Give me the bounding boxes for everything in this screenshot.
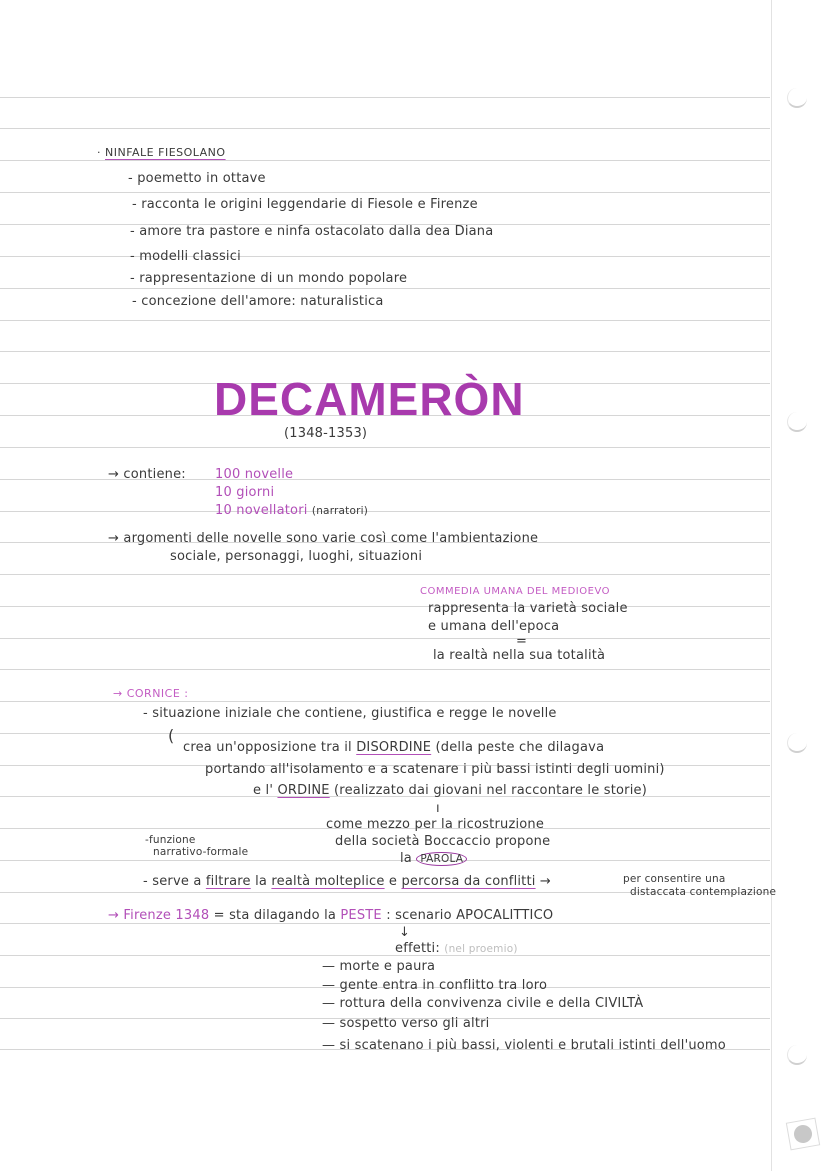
rule-line xyxy=(0,860,770,861)
rule-line xyxy=(0,351,770,352)
commedia-line: rappresenta la varietà sociale xyxy=(428,601,628,616)
binder-hole-icon xyxy=(787,733,807,753)
filtrare-keyword: filtrare xyxy=(205,874,251,889)
rule-line xyxy=(0,574,770,575)
contiene-item: 100 novelle xyxy=(215,467,294,482)
commedia-line: e umana dell'epoca xyxy=(428,619,560,634)
contiene-item: 10 giorni xyxy=(215,485,275,500)
commedia-heading: COMMEDIA UMANA DEL MEDIOEVO xyxy=(420,586,610,597)
mezzo-line: come mezzo per la ricostruzione xyxy=(326,817,545,832)
rule-line xyxy=(0,669,770,670)
rule-line xyxy=(0,288,770,289)
text: = sta dilagando la xyxy=(209,908,341,923)
effect-item: — gente entra in conflitto tra loro xyxy=(322,978,548,993)
text: e l' xyxy=(253,783,278,798)
effect-item: — rottura della convivenza civile e della CIVILTÀ xyxy=(322,996,644,1011)
firenze-line xyxy=(108,908,553,924)
down-arrow-icon: ↓ xyxy=(399,925,411,940)
rule-line xyxy=(0,606,770,607)
rule-line xyxy=(0,97,770,98)
decameron-title: DECAMERÒN xyxy=(214,373,525,425)
arrow-icon: → xyxy=(535,874,552,889)
argomenti-line: sociale, personaggi, luoghi, situazioni xyxy=(170,549,423,564)
binder-hole-icon xyxy=(787,1045,807,1065)
cornice-label: → CORNICE : xyxy=(113,687,189,700)
contiene-item-row xyxy=(215,503,368,519)
rule-line xyxy=(0,128,770,129)
text: : scenario APOCALITTICO xyxy=(381,908,554,923)
rule-line xyxy=(0,638,770,639)
text: (della peste che dilagava xyxy=(431,740,605,755)
commedia-line: la realtà nella sua totalità xyxy=(433,648,606,663)
serve-note: per consentire una xyxy=(623,873,726,885)
disordine-keyword: DISORDINE xyxy=(356,740,432,755)
firenze-label: → Firenze 1348 xyxy=(108,908,210,923)
commedia-equals: = xyxy=(516,634,528,649)
peste-keyword: PESTE xyxy=(340,908,382,923)
rule-line xyxy=(0,447,770,448)
rule-line xyxy=(0,955,770,956)
effetti-note: (nel proemio) xyxy=(444,943,518,955)
ninfale-item: - modelli classici xyxy=(130,249,241,264)
rule-line xyxy=(0,733,770,734)
binder-hole-icon xyxy=(787,88,807,108)
ninfale-item: - rappresentazione di un mondo popolare xyxy=(130,271,408,286)
percorsa-keyword: percorsa da conflitti xyxy=(401,874,536,889)
scan-corner-icon xyxy=(786,1118,820,1151)
binder-hole-icon xyxy=(787,412,807,432)
opposizione-line xyxy=(253,783,647,799)
cornice-line: - situazione iniziale che contiene, giustifica e regge le novelle xyxy=(143,706,557,721)
text: e xyxy=(384,874,402,889)
funzione-label: narrativo-formale xyxy=(153,846,249,858)
ninfale-heading-text: NINFALE FIESOLANO xyxy=(105,146,226,159)
opposizione-line: portando all'isolamento e a scatenare i più bassi istinti degli uomini) xyxy=(205,762,665,777)
mezzo-line: della società Boccaccio propone xyxy=(335,834,551,849)
ninfale-item: - racconta le origini leggendarie di Fiesole e Firenze xyxy=(132,197,478,212)
ninfale-heading: · NINFALE FIESOLANO xyxy=(97,146,226,159)
ninfale-item: - concezione dell'amore: naturalistica xyxy=(132,294,384,309)
text: la xyxy=(400,851,417,866)
bracket-icon: ( xyxy=(168,726,175,745)
contiene-note: (narratori) xyxy=(311,505,369,517)
serve-line xyxy=(143,874,551,890)
argomenti-line: → argomenti delle novelle sono varie così come l'ambientazione xyxy=(108,531,539,546)
decameron-dates: (1348-1353) xyxy=(284,426,368,441)
rule-line xyxy=(0,192,770,193)
right-margin-line xyxy=(771,0,772,1171)
text: crea un'opposizione tra il xyxy=(183,740,357,755)
rule-line xyxy=(0,511,770,512)
opposizione-line xyxy=(183,740,604,756)
text: la xyxy=(250,874,272,889)
parola-keyword: PAROLA xyxy=(416,852,467,866)
effect-item: — si scatenano i più bassi, violenti e brutali istinti dell'uomo xyxy=(322,1038,726,1053)
ordine-keyword: ORDINE xyxy=(277,783,330,798)
text: - serve a xyxy=(143,874,206,889)
text: (realizzato dai giovani nel raccontare le storie) xyxy=(329,783,647,798)
effetti-label: effetti: xyxy=(395,941,440,956)
ninfale-item: - amore tra pastore e ninfa ostacolato dalla dea Diana xyxy=(130,224,494,239)
rule-line xyxy=(0,320,770,321)
contiene-item: 10 novellatori xyxy=(215,503,308,518)
serve-note: distaccata contemplazione xyxy=(630,886,777,898)
effect-item: — morte e paura xyxy=(322,959,436,974)
realta-keyword: realtà molteplice xyxy=(271,874,385,889)
funzione-label: -funzione xyxy=(145,834,196,846)
connector-tick: ı xyxy=(436,801,440,816)
effect-item: — sospetto verso gli altri xyxy=(322,1016,490,1031)
effetti-line xyxy=(395,941,518,957)
contiene-label: → contiene: xyxy=(108,467,186,482)
rule-line xyxy=(0,256,770,257)
mezzo-line xyxy=(400,851,467,867)
ninfale-item: - poemetto in ottave xyxy=(128,171,266,186)
